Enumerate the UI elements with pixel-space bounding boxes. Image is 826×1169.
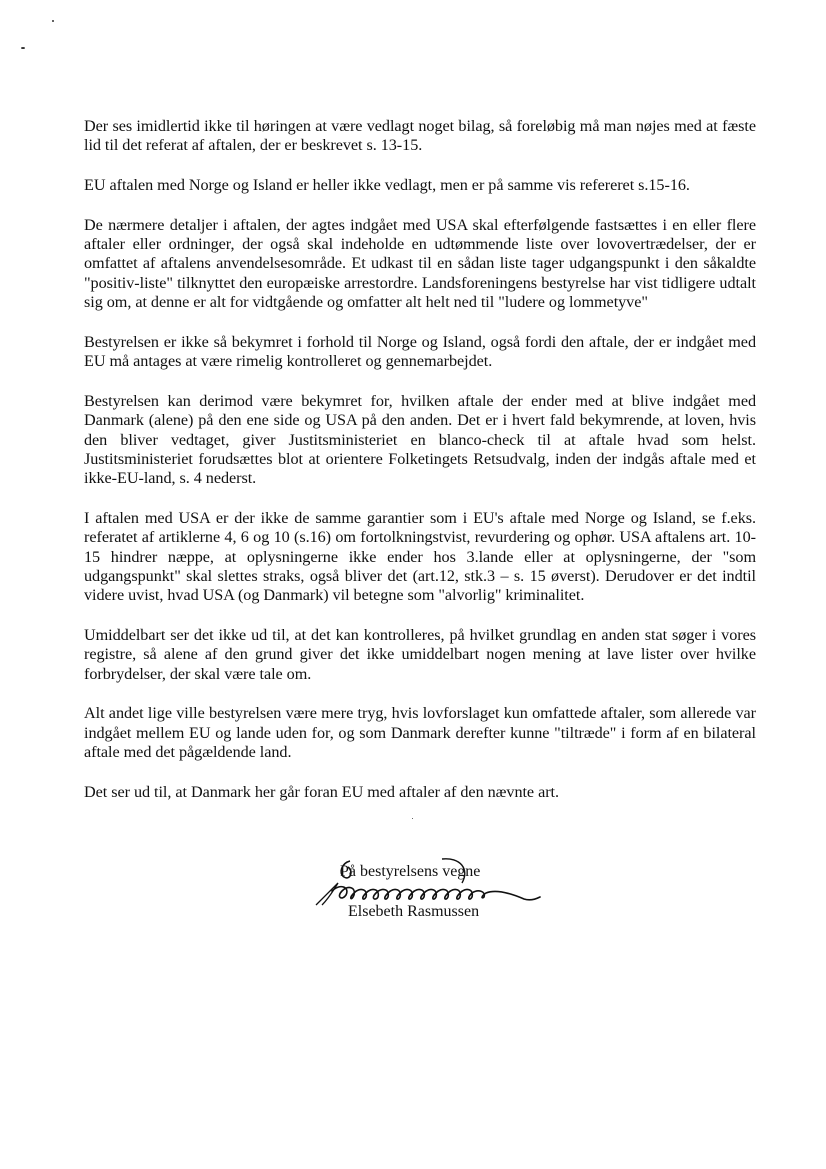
scan-speck (21, 47, 25, 49)
paragraph-6: I aftalen med USA er der ikke de samme garantier som i EU's aftale med Norge og Island, se f.eks. referatet af artiklerne 4, 6 og 10 (s.16) om fortolkningstvist, revurdering og ophør. USA aftalens art. 10-15 hindrer næppe, at oplysningerne ikke ender hos 3.lande eller at oplysningerne, der "som udgangspunkt" skal slettes straks, også bliver det (art.12, stk.3 – s. 15 øverst). Derudover er det indtil videre uvist, hvad USA (og Danmark) vil betegne som "alvorlig" kriminalitet. (84, 508, 756, 605)
paragraph-9: Det ser ud til, at Danmark her går foran EU med aftaler af den nævnte art. (84, 782, 559, 801)
signature-on-behalf: På bestyrelsens vegne (340, 863, 481, 880)
paragraph-4: Bestyrelsen er ikke så bekymret i forhold til Norge og Island, også fordi den aftale, der er indgået med EU må antages at være rimelig kontrolleret og gennemarbejdet. (84, 332, 756, 371)
signatory-name: Elsebeth Rasmussen (348, 903, 480, 920)
paragraph-2: EU aftalen med Norge og Island er heller ikke vedlagt, men er på samme vis refereret s.15-16. (84, 176, 690, 195)
scan-speck (52, 20, 54, 22)
paragraph-3: De nærmere detaljer i aftalen, der agtes indgået med USA skal efterfølgende fastsættes i en eller flere aftaler eller ordninger, der også skal indeholde en udtømmende liste over lovovertrædelser, der er omfattet af aftalens anvendelsesområde. Et udkast til en sådan liste tager udgangspunkt i den såkaldte "positiv-liste" tilknyttet den europæiske arrestordre. Landsforeningens bestyrelse har vist tidligere udtalt sig om, at denne er alt for vidtgående og omfatter alt helt ned til "ludere og lommetyve" (84, 215, 756, 312)
paragraph-8: Alt andet lige ville bestyrelsen være mere tryg, hvis lovforslaget kun omfattede aftaler, som allerede var indgået mellem EU og lande uden for, og som Danmark derefter kunne "tiltræde" i form af en bilateral aftale med det pågældende land. (84, 704, 756, 761)
letter-body (84, 117, 756, 823)
paragraph-1: Der ses imidlertid ikke til høringen at være vedlagt noget bilag, så foreløbig må man nøjes med at fæste lid til det referat af aftalen, der er beskrevet s. 13-15. (84, 117, 756, 155)
paragraph-5: Bestyrelsen kan derimod være bekymret for, hvilken aftale der ender med at blive indgået med Danmark (alene) på den ene side og USA på den anden. Det er i hvert fald bekymrende, at loven, hvis den bliver vedtaget, giver Justitsministeriet en blanco-check til at aftale hvad som helst. Justitsministeriet forudsættes blot at orientere Folketingets Retsudvalg, inden der indgås aftale med et ikke-EU-land, s. 4 nederst. (84, 391, 756, 488)
paragraph-7: Umiddelbart ser det ikke ud til, at det kan kontrolleres, på hvilket grundlag en anden stat søger i vores registre, så alene af den grund giver det ikke umiddelbart nogen mening at lave lister over hvilke forbrydelser, der skal være tale om. (84, 625, 756, 683)
signature-block (310, 853, 550, 933)
